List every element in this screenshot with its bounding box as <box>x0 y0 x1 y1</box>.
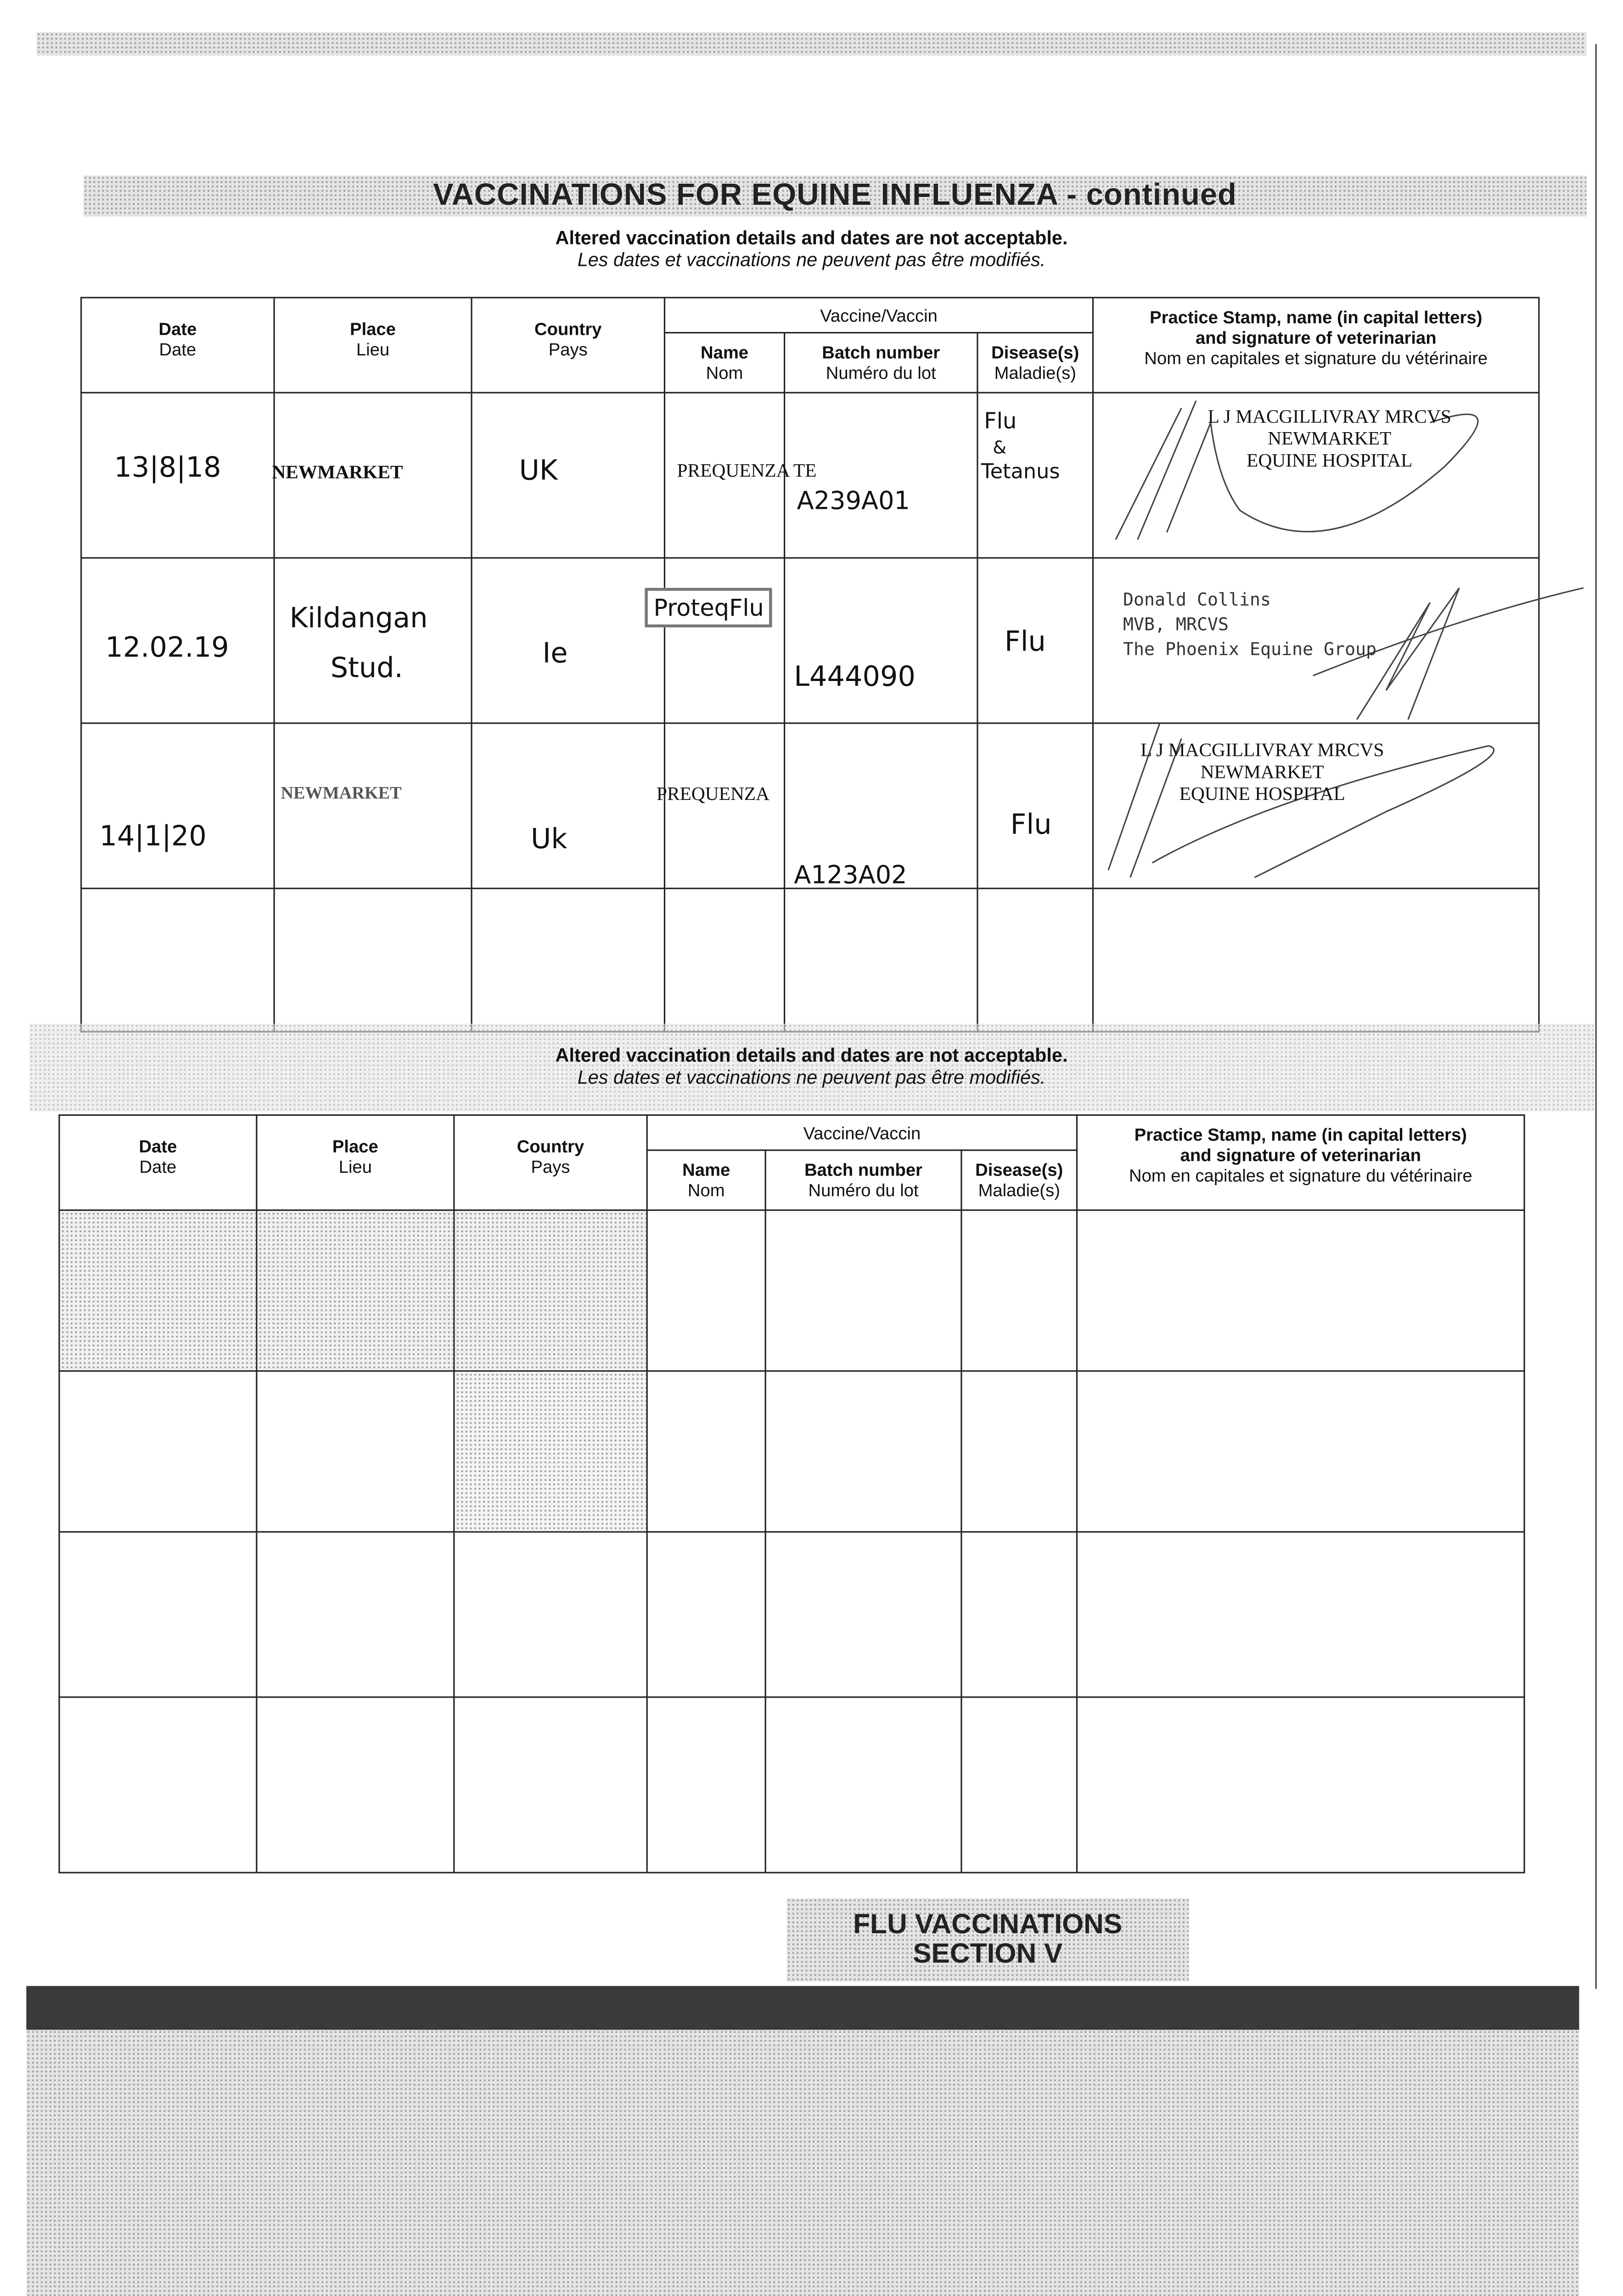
table-row-empty <box>59 1210 1524 1371</box>
cell-disease: Flu & Tetanus <box>977 393 1093 558</box>
top-scan-band <box>37 32 1587 56</box>
table-row-empty <box>59 1371 1524 1532</box>
header-disease: Disease(s) Maladie(s) <box>977 333 1093 393</box>
bottom-scan-area <box>26 2030 1579 2296</box>
cell-place: NEWMARKET <box>274 723 472 889</box>
page-title: VACCINATIONS FOR EQUINE INFLUENZA - continued <box>433 178 1237 212</box>
notice-en: Altered vaccination details and dates are not acceptable. <box>555 226 1068 249</box>
cell-stamp: L J MACGILLIVRAY MRCVS NEWMARKET EQUINE HOSPITAL <box>1093 393 1539 558</box>
section-label <box>786 1898 1189 1982</box>
table-row <box>81 393 1539 558</box>
header-name: Name Nom <box>664 333 784 393</box>
cell-country: UK <box>472 393 664 558</box>
header-batch: Batch number Numéro du lot <box>765 1150 961 1210</box>
header-disease: Disease(s) Maladie(s) <box>961 1150 1077 1210</box>
table-row <box>81 558 1539 723</box>
table-row <box>81 723 1539 889</box>
header-stamp: Practice Stamp, name (in capital letters) and signature of veterinarian Nom en capitales et signature du vétérinaire <box>1093 298 1539 393</box>
header-batch: Batch number Numéro du lot <box>785 333 977 393</box>
table-row-empty <box>81 889 1539 1032</box>
header-stamp: Practice Stamp, name (in capital letters) and signature of veterinarian Nom en capitales et signature du vétérinaire <box>1077 1115 1525 1210</box>
header-place: Place Lieu <box>274 298 472 393</box>
notice-en: Altered vaccination details and dates are not acceptable. <box>555 1044 1068 1066</box>
notice-fr: Les dates et vaccinations ne peuvent pas être modifiés. <box>577 1066 1046 1088</box>
cell-place: Kildangan Stud. <box>274 558 472 723</box>
cell-disease: Flu <box>977 558 1093 723</box>
header-vaccine: Vaccine/Vaccin <box>647 1115 1077 1150</box>
header-name: Name Nom <box>647 1150 765 1210</box>
vaccination-table-1 <box>80 297 1539 1032</box>
cell-place: NEWMARKET <box>274 393 472 558</box>
section-line-1: FLU VACCINATIONS <box>853 1909 1123 1940</box>
cell-batch: A239A01 <box>785 393 977 558</box>
cell-date: 12.02.19 <box>81 558 274 723</box>
header-date: Date Date <box>59 1115 257 1210</box>
vaccination-table-2 <box>58 1114 1525 1874</box>
title-banner <box>84 175 1587 216</box>
section-line-2: SECTION V <box>913 1938 1063 1970</box>
cell-name: PREQUENZA TE <box>664 393 784 558</box>
cell-disease: Flu <box>977 723 1093 889</box>
notice-fr: Les dates et vaccinations ne peuvent pas être modifiés. <box>577 248 1046 271</box>
page-edge-line <box>1595 44 1597 1989</box>
cell-batch: A123A02 <box>785 723 977 889</box>
dark-band <box>26 1986 1579 2030</box>
notice-2 <box>0 1044 1623 1088</box>
cell-name: ProteqFlu <box>664 558 784 723</box>
header-date: Date Date <box>81 298 274 393</box>
header-country: Country Pays <box>454 1115 647 1210</box>
cell-batch: L444090 <box>785 558 977 723</box>
cell-stamp: Donald Collins MVB, MRCVS The Phoenix Equine Group <box>1093 558 1539 723</box>
notice-1 <box>0 227 1623 271</box>
table-row-empty <box>59 1697 1524 1873</box>
table-row-empty <box>59 1532 1524 1697</box>
cell-country: Uk <box>472 723 664 889</box>
cell-country: Ie <box>472 558 664 723</box>
cell-stamp: L J MACGILLIVRAY MRCVS NEWMARKET EQUINE HOSPITAL <box>1093 723 1539 889</box>
header-place: Place Lieu <box>257 1115 454 1210</box>
header-country: Country Pays <box>472 298 664 393</box>
cell-name: PREQUENZA <box>664 723 784 889</box>
header-vaccine: Vaccine/Vaccin <box>664 298 1093 332</box>
cell-date: 13|8|18 <box>81 393 274 558</box>
cell-date: 14|1|20 <box>81 723 274 889</box>
